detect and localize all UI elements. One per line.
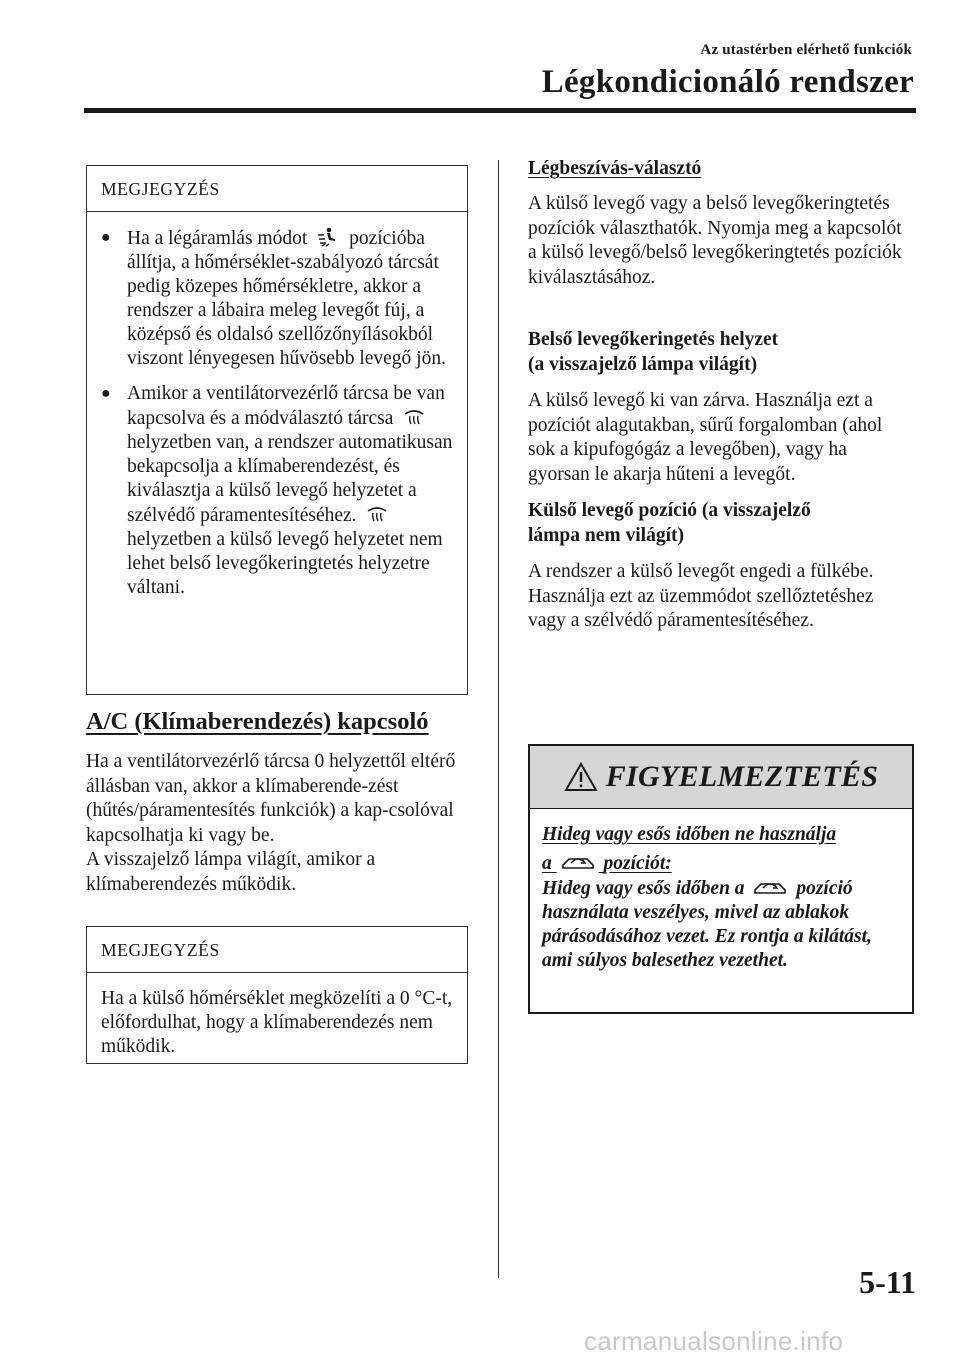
section-heading: A/C (Klímaberendezés) kapcsoló <box>86 708 429 735</box>
note-heading: MEGJEGYZÉS <box>87 927 467 973</box>
page-title: Légkondicionáló rendszer <box>541 64 914 100</box>
warning-line: Hideg vagy esős időben ne használja <box>542 824 837 845</box>
warning-line: a <box>542 853 552 874</box>
subheading: Belső levegőkeringetés helyzet <box>528 329 779 350</box>
recirculation-icon <box>561 851 595 873</box>
subheading: lámpa nem világít) <box>528 524 684 546</box>
note-heading: MEGJEGYZÉS <box>87 166 467 212</box>
bullet-marker: ● <box>101 385 111 402</box>
ac-section <box>86 708 470 897</box>
vent-floor-icon <box>316 226 340 248</box>
warning-body <box>530 809 912 973</box>
warning-title: FIGYELMEZTETÉS <box>605 760 879 793</box>
section-heading: Légbeszívás-választó <box>528 158 702 179</box>
header-rule <box>84 108 916 113</box>
warning-box <box>528 744 914 1014</box>
section-title: Az utastérben elérhető funkciók <box>700 42 912 58</box>
note-body <box>87 212 467 623</box>
paragraph: A rendszer a külső levegőt engedi a fülkébe. Használja ezt az üzemmódot szellőztetéshez vagy a szélvédő páramentesítéséhez. <box>528 561 874 631</box>
subheading: (a visszajelző lámpa világít) <box>528 353 758 375</box>
page-number: 5-11 <box>859 1264 916 1300</box>
bullet-text: Ha a légáramlás módot <box>127 228 308 249</box>
note-box <box>86 926 468 1064</box>
list-item <box>101 226 453 371</box>
defrost-icon <box>365 503 389 525</box>
note-box <box>86 165 468 695</box>
bullet-text: pozícióba állítja, a hőmérséklet-szabályozó tárcsát pedig közepes hőmérsékletre, akkor a rendszer a lábaira meleg levegőt fúj, a középső és oldalsó szellőzőnyílásokból viszont lényegesen hűvösebb levegő jön. <box>127 228 446 369</box>
warning-line: pozíciót: <box>603 853 672 874</box>
paragraph: Ha a ventilátorvezérlő tárcsa 0 helyzettől eltérő állásban van, akkor a klímaberende-zést (hűtés/páramentesítés funkciók) a kap-csolóval kapcsolhatja ki vagy be. <box>86 751 456 846</box>
column-divider <box>498 160 499 1278</box>
list-item <box>101 382 453 600</box>
bullet-text: Amikor a ventilátorvezérlő tárcsa be van kapcsolva és a módválasztó tárcsa <box>127 383 445 429</box>
recirculation-icon <box>753 876 787 898</box>
intake-section <box>528 158 912 634</box>
watermark: carmanualsonline.info <box>584 1326 844 1356</box>
bullet-text: helyzetben van, a rendszer automatikusan bekapcsolja a klímaberendezést, és kiválasztja a külső levegő helyzetet a szélvédő páramentesítéséhez. <box>127 432 453 526</box>
warning-header <box>530 746 912 809</box>
paragraph: A külső levegő vagy a belső levegőkeringtetés pozíciók választhatók. Nyomja meg a kapcsolót a külső levegő/belső levegőkeringtetés pozíciók kiválasztásához. <box>528 193 902 288</box>
subheading: Külső levegő pozíció (a visszajelző <box>528 500 811 521</box>
warning-text: Hideg vagy esős időben a <box>542 878 745 899</box>
paragraph: A külső levegő ki van zárva. Használja ezt a pozíciót alagutakban, sűrű forgalomban (ahol sok a kipufogógáz a levegőben), vagy ha gyorsan le akarja hűteni a levegőt. <box>528 390 883 485</box>
note-text: Ha a külső hőmérséklet megközelíti a 0 °C-t, előfordulhat, hogy a klímaberendezés nem működik. <box>101 988 453 1057</box>
bullet-text: helyzetben a külső levegő helyzetet nem lehet belső levegőkeringtetés helyzetre váltani. <box>127 529 443 598</box>
paragraph: A visszajelző lámpa világít, amikor a klímaberendezés működik. <box>86 849 376 895</box>
note-body <box>87 973 467 1071</box>
bullet-marker: ● <box>101 229 111 246</box>
warning-text: pozíció használata veszélyes, mivel az ablakok párásodásához vezet. Ez rontja a kilátást, ami súlyos balesethez vezethet. <box>542 878 872 971</box>
defrost-icon <box>402 406 426 428</box>
warning-icon <box>564 762 598 792</box>
